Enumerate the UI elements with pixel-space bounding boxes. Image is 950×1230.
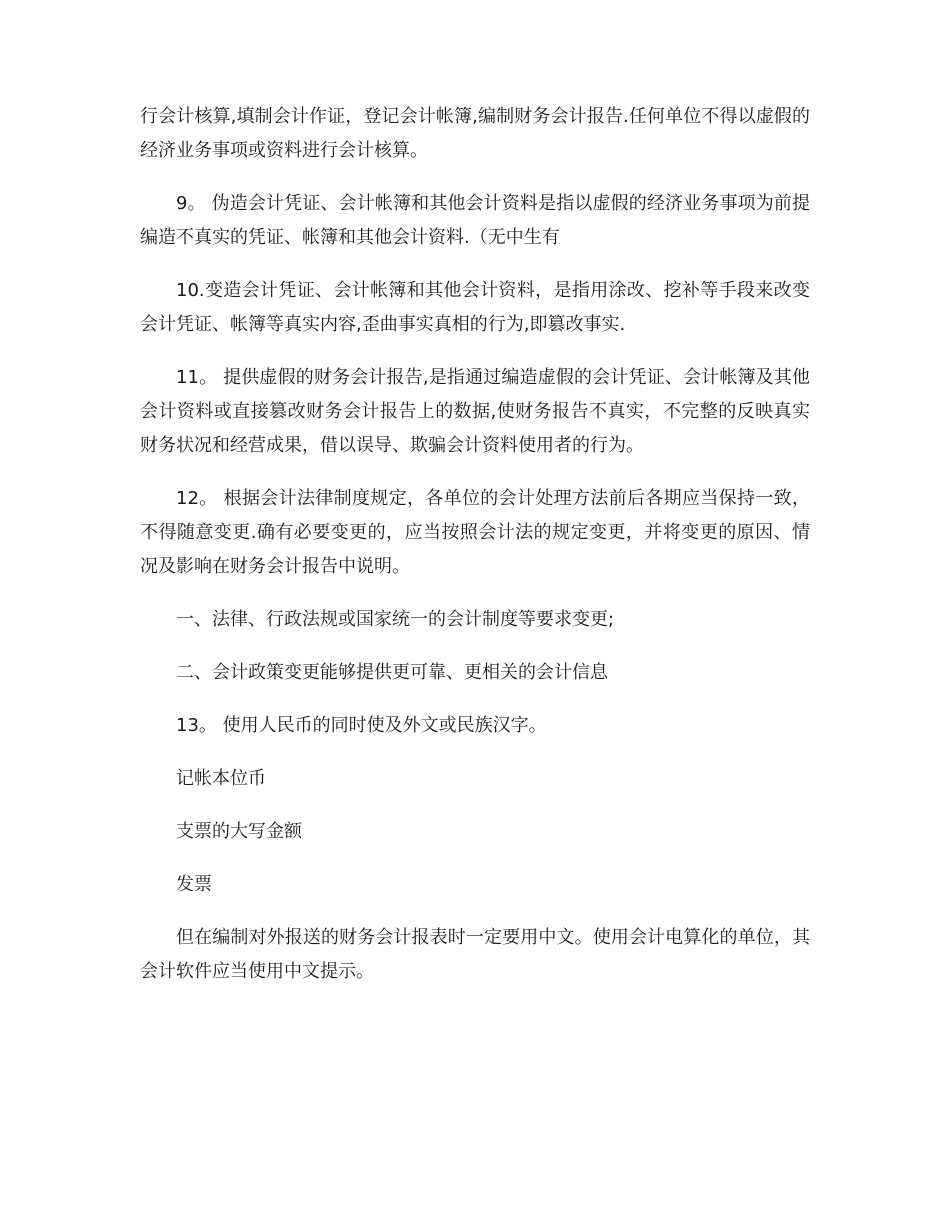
paragraph-condition-2: 二、会计政策变更能够提供更可靠、更相关的会计信息 [176, 662, 608, 683]
paragraph-invoice: 发票 [176, 874, 212, 895]
paragraph-continuation: 行会计核算,填制会计作证，登记会计帐簿,编制财务会计报告.任何单位不得以虚假的经济业务事项或资料进行会计核算。 [140, 106, 810, 161]
paragraph-item-10: 10.变造会计凭证、会计帐簿和其他会计资料，是指用涂改、挖补等手段来改变会计凭证、帐簿等真实内容,歪曲事实真相的行为,即篡改事实. [140, 280, 810, 335]
paragraph-item-13: 13。 使用人民币的同时使及外文或民族汉字。 [176, 715, 547, 736]
paragraph-check-amount: 支票的大写金额 [176, 821, 302, 842]
paragraph-chinese-requirement: 但在编制对外报送的财务会计报表时一定要用中文。使用会计电算化的单位，其会计软件应当使用中文提示。 [140, 927, 810, 982]
paragraph-item-9: 9。 伪造会计凭证、会计帐簿和其他会计资料是指以虚假的经济业务事项为前提编造不真实的凭证、帐簿和其他会计资料.（无中生有 [140, 193, 810, 248]
paragraph-condition-1: 一、法律、行政法规或国家统一的会计制度等要求变更; [176, 609, 615, 630]
paragraph-bookkeeping-currency: 记帐本位币 [176, 768, 266, 789]
paragraph-item-11: 11。 提供虚假的财务会计报告,是指通过编造虚假的会计凭证、会计帐簿及其他会计资料或直接篡改财务会计报告上的数据,使财务报告不真实，不完整的反映真实财务状况和经营成果，借以误导、欺骗会计资料使用者的行为。 [140, 367, 810, 456]
paragraph-item-12: 12。 根据会计法律制度规定，各单位的会计处理方法前后各期应当保持一致，不得随意变更.确有必要变更的，应当按照会计法的规定变更，并将变更的原因、情况及影响在财务会计报告中说明。 [140, 488, 810, 577]
document-body [140, 100, 810, 1008]
